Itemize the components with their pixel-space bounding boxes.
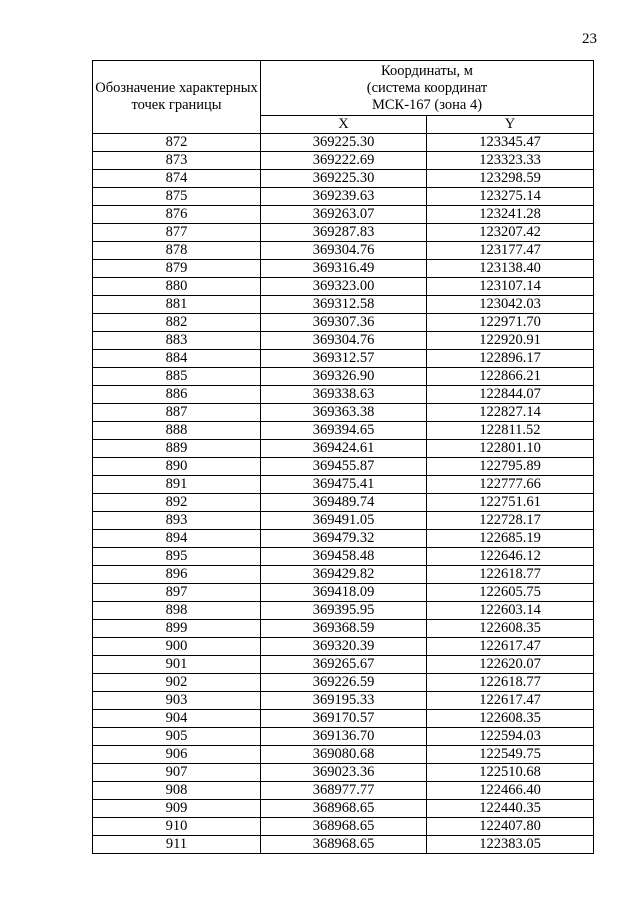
x-coordinate-cell: 368968.65 [261, 818, 427, 836]
x-coordinate-cell: 369363.38 [261, 404, 427, 422]
point-number-cell: 880 [93, 278, 261, 296]
point-number-cell: 904 [93, 710, 261, 728]
point-number-cell: 883 [93, 332, 261, 350]
y-coordinate-cell: 122728.17 [427, 512, 594, 530]
point-number-cell: 893 [93, 512, 261, 530]
x-coordinate-cell: 369307.36 [261, 314, 427, 332]
coordinates-header-line1: Координаты, м [381, 62, 473, 79]
point-number-cell: 911 [93, 836, 261, 854]
y-coordinate-cell: 122620.07 [427, 656, 594, 674]
point-number-cell: 907 [93, 764, 261, 782]
point-number-cell: 903 [93, 692, 261, 710]
point-number-cell: 909 [93, 800, 261, 818]
x-coordinate-cell: 368968.65 [261, 836, 427, 854]
y-coordinate-cell: 123042.03 [427, 296, 594, 314]
x-coordinate-cell: 369320.39 [261, 638, 427, 656]
y-coordinate-cell: 122795.89 [427, 458, 594, 476]
y-coordinate-cell: 123275.14 [427, 188, 594, 206]
y-coordinate-cell: 122618.77 [427, 566, 594, 584]
x-coordinate-cell: 369225.30 [261, 134, 427, 152]
table-row [93, 620, 594, 638]
table-row [93, 296, 594, 314]
y-coordinate-cell: 122646.12 [427, 548, 594, 566]
x-coordinate-cell: 369170.57 [261, 710, 427, 728]
point-number-cell: 908 [93, 782, 261, 800]
x-column-header: X [261, 116, 427, 134]
y-coordinate-cell: 122844.07 [427, 386, 594, 404]
point-number-cell: 895 [93, 548, 261, 566]
y-coordinate-cell: 123298.59 [427, 170, 594, 188]
y-coordinate-cell: 122407.80 [427, 818, 594, 836]
x-coordinate-cell: 369222.69 [261, 152, 427, 170]
point-number-cell: 889 [93, 440, 261, 458]
x-coordinate-cell: 369312.58 [261, 296, 427, 314]
point-number-cell: 891 [93, 476, 261, 494]
y-coordinate-cell: 122920.91 [427, 332, 594, 350]
y-coordinate-cell: 122618.77 [427, 674, 594, 692]
x-coordinate-cell: 369225.30 [261, 170, 427, 188]
table-row [93, 782, 594, 800]
coordinates-header [261, 61, 594, 116]
table-row [93, 476, 594, 494]
point-number-cell: 897 [93, 584, 261, 602]
y-coordinate-cell: 122440.35 [427, 800, 594, 818]
point-number-cell: 872 [93, 134, 261, 152]
y-coordinate-cell: 122608.35 [427, 710, 594, 728]
table-row [93, 764, 594, 782]
y-coordinate-cell: 122603.14 [427, 602, 594, 620]
x-coordinate-cell: 369429.82 [261, 566, 427, 584]
point-number-cell: 884 [93, 350, 261, 368]
table-row [93, 530, 594, 548]
point-number-cell: 902 [93, 674, 261, 692]
point-number-cell: 887 [93, 404, 261, 422]
table-row [93, 170, 594, 188]
page-number: 23 [582, 31, 597, 47]
y-coordinate-cell: 123177.47 [427, 242, 594, 260]
x-coordinate-cell: 369326.90 [261, 368, 427, 386]
table-row [93, 134, 594, 152]
x-coordinate-cell: 369424.61 [261, 440, 427, 458]
table-row [93, 494, 594, 512]
point-number-cell: 873 [93, 152, 261, 170]
y-coordinate-cell: 122466.40 [427, 782, 594, 800]
x-coordinate-cell: 369263.07 [261, 206, 427, 224]
table-row [93, 818, 594, 836]
x-coordinate-cell: 369304.76 [261, 332, 427, 350]
x-coordinate-cell: 369287.83 [261, 224, 427, 242]
y-coordinate-cell: 122801.10 [427, 440, 594, 458]
y-coordinate-cell: 122777.66 [427, 476, 594, 494]
y-coordinate-cell: 122617.47 [427, 692, 594, 710]
table-row [93, 314, 594, 332]
y-coordinate-cell: 122549.75 [427, 746, 594, 764]
table-row [93, 710, 594, 728]
x-coordinate-cell: 369195.33 [261, 692, 427, 710]
point-number-cell: 898 [93, 602, 261, 620]
table-row [93, 350, 594, 368]
table-row [93, 584, 594, 602]
point-number-cell: 896 [93, 566, 261, 584]
x-coordinate-cell: 368968.65 [261, 800, 427, 818]
x-coordinate-cell: 368977.77 [261, 782, 427, 800]
table-row [93, 656, 594, 674]
point-number-cell: 888 [93, 422, 261, 440]
table-row [93, 638, 594, 656]
point-number-cell: 894 [93, 530, 261, 548]
point-designation-header: Обозначение характерных точек границы [93, 61, 261, 134]
y-coordinate-cell: 122971.70 [427, 314, 594, 332]
y-coordinate-cell: 123107.14 [427, 278, 594, 296]
x-coordinate-cell: 369491.05 [261, 512, 427, 530]
x-coordinate-cell: 369226.59 [261, 674, 427, 692]
y-coordinate-cell: 122866.21 [427, 368, 594, 386]
point-number-cell: 890 [93, 458, 261, 476]
x-coordinate-cell: 369304.76 [261, 242, 427, 260]
y-coordinate-cell: 123345.47 [427, 134, 594, 152]
table-row [93, 674, 594, 692]
x-coordinate-cell: 369418.09 [261, 584, 427, 602]
point-number-cell: 886 [93, 386, 261, 404]
point-number-cell: 906 [93, 746, 261, 764]
x-coordinate-cell: 369136.70 [261, 728, 427, 746]
point-number-cell: 882 [93, 314, 261, 332]
table-row [93, 242, 594, 260]
point-number-cell: 877 [93, 224, 261, 242]
table-row [93, 548, 594, 566]
table-row [93, 800, 594, 818]
table-row [93, 404, 594, 422]
table-row [93, 512, 594, 530]
table-row [93, 440, 594, 458]
point-number-cell: 878 [93, 242, 261, 260]
y-coordinate-cell: 122510.68 [427, 764, 594, 782]
x-coordinate-cell: 369489.74 [261, 494, 427, 512]
coordinates-header-line2: (система координат [366, 79, 488, 96]
point-number-cell: 899 [93, 620, 261, 638]
table-row [93, 728, 594, 746]
table-row [93, 224, 594, 242]
point-number-cell: 901 [93, 656, 261, 674]
table-row [93, 386, 594, 404]
y-coordinate-cell: 123207.42 [427, 224, 594, 242]
y-coordinate-cell: 123138.40 [427, 260, 594, 278]
table-row [93, 152, 594, 170]
coordinates-header-line3: МСК-167 (зона 4) [371, 96, 483, 113]
y-coordinate-cell: 122605.75 [427, 584, 594, 602]
point-number-cell: 910 [93, 818, 261, 836]
table-row [93, 188, 594, 206]
x-coordinate-cell: 369316.49 [261, 260, 427, 278]
y-coordinate-cell: 122751.61 [427, 494, 594, 512]
table-row [93, 206, 594, 224]
x-coordinate-cell: 369394.65 [261, 422, 427, 440]
table-row [93, 458, 594, 476]
point-number-cell: 900 [93, 638, 261, 656]
table-row [93, 602, 594, 620]
point-number-cell: 879 [93, 260, 261, 278]
table-row [93, 260, 594, 278]
point-number-cell: 892 [93, 494, 261, 512]
point-number-cell: 874 [93, 170, 261, 188]
x-coordinate-cell: 369239.63 [261, 188, 427, 206]
y-coordinate-cell: 122827.14 [427, 404, 594, 422]
table-row [93, 368, 594, 386]
x-coordinate-cell: 369455.87 [261, 458, 427, 476]
y-coordinate-cell: 122896.17 [427, 350, 594, 368]
table-row [93, 332, 594, 350]
x-coordinate-cell: 369368.59 [261, 620, 427, 638]
x-coordinate-cell: 369080.68 [261, 746, 427, 764]
x-coordinate-cell: 369475.41 [261, 476, 427, 494]
point-number-cell: 885 [93, 368, 261, 386]
table-row [93, 566, 594, 584]
x-coordinate-cell: 369479.32 [261, 530, 427, 548]
y-coordinate-cell: 123241.28 [427, 206, 594, 224]
x-coordinate-cell: 369265.67 [261, 656, 427, 674]
y-coordinate-cell: 122383.05 [427, 836, 594, 854]
point-number-cell: 881 [93, 296, 261, 314]
table-row [93, 836, 594, 854]
x-coordinate-cell: 369023.36 [261, 764, 427, 782]
y-coordinate-cell: 122594.03 [427, 728, 594, 746]
coordinates-table [92, 60, 594, 854]
x-coordinate-cell: 369338.63 [261, 386, 427, 404]
x-coordinate-cell: 369458.48 [261, 548, 427, 566]
x-coordinate-cell: 369312.57 [261, 350, 427, 368]
table-row [93, 746, 594, 764]
y-coordinate-cell: 122617.47 [427, 638, 594, 656]
point-number-cell: 876 [93, 206, 261, 224]
table-row [93, 692, 594, 710]
y-coordinate-cell: 123323.33 [427, 152, 594, 170]
y-coordinate-cell: 122685.19 [427, 530, 594, 548]
y-coordinate-cell: 122811.52 [427, 422, 594, 440]
x-coordinate-cell: 369395.95 [261, 602, 427, 620]
point-number-cell: 905 [93, 728, 261, 746]
point-number-cell: 875 [93, 188, 261, 206]
y-column-header: Y [427, 116, 594, 134]
table-row [93, 278, 594, 296]
x-coordinate-cell: 369323.00 [261, 278, 427, 296]
table-row [93, 422, 594, 440]
y-coordinate-cell: 122608.35 [427, 620, 594, 638]
